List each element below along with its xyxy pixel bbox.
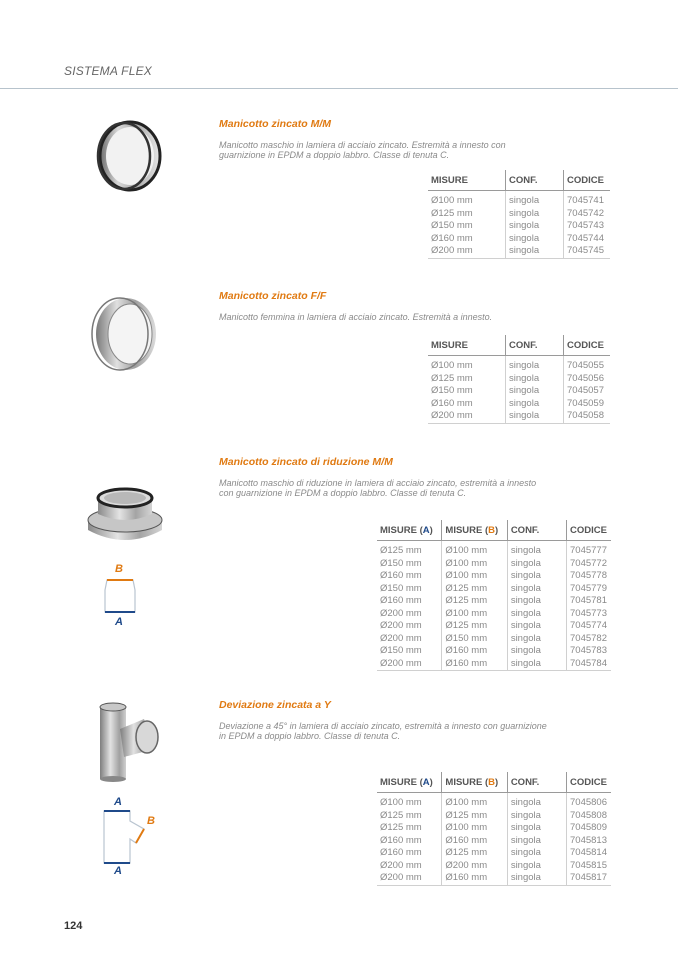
table-cell: 7045814: [567, 847, 611, 860]
table-row: [377, 633, 611, 646]
table-cell: Ø125 mm: [380, 545, 422, 556]
table-cell: 7045741: [564, 191, 611, 208]
col-misure-a: MISURE (A): [377, 520, 442, 541]
table-cell: singola: [506, 220, 564, 233]
table-cell: Ø160 mm: [380, 834, 422, 846]
table-cell: Ø100 mm: [442, 570, 507, 583]
table-cell: 7045059: [564, 398, 611, 411]
table-cell: singola: [507, 633, 566, 646]
table-cell: 7045772: [567, 558, 611, 571]
table-cell: 7045057: [564, 385, 611, 398]
col-conf: CONF.: [506, 335, 564, 356]
table-cell: singola: [507, 847, 566, 860]
table-cell: 7045779: [567, 583, 611, 596]
reducer-image: [84, 484, 166, 550]
table-row: [377, 645, 611, 658]
table-cell: singola: [506, 245, 564, 258]
table-cell: Ø100 mm: [442, 608, 507, 621]
table-row: [428, 233, 610, 246]
coupling-female-image: [88, 294, 160, 374]
table-cell: singola: [507, 620, 566, 633]
table-cell: 7045782: [567, 633, 611, 646]
table-cell: singola: [506, 208, 564, 221]
spec-table: [377, 520, 611, 671]
table-cell: Ø150 mm: [380, 557, 422, 569]
table-cell: Ø200 mm: [377, 658, 442, 671]
table-cell: singola: [506, 398, 564, 411]
table-cell: Ø150 mm: [380, 645, 422, 656]
table-cell: Ø125 mm: [380, 822, 422, 833]
col-misure: MISURE: [428, 335, 506, 356]
table-cell: Ø160 mm: [431, 397, 473, 409]
table-cell: 7045777: [567, 541, 611, 558]
table-cell: singola: [507, 860, 566, 873]
spec-table: [377, 772, 611, 886]
diagram-label-a-top: A: [114, 796, 122, 808]
table-row: [428, 398, 610, 411]
table-cell: Ø100 mm: [442, 558, 507, 571]
table-cell: Ø100 mm: [380, 797, 422, 808]
table-cell: Ø200 mm: [442, 860, 507, 873]
page-number: 124: [64, 920, 83, 932]
table-row: [428, 356, 610, 373]
table-cell: Ø125 mm: [442, 847, 507, 860]
header-divider: [0, 88, 678, 89]
table-cell: Ø160 mm: [380, 595, 422, 606]
table-cell: Ø125 mm: [442, 620, 507, 633]
table-cell: singola: [507, 810, 566, 823]
table-cell: Ø160 mm: [380, 847, 422, 858]
spec-table: [428, 335, 610, 424]
product-title: Manicotto zincato di riduzione M/M: [219, 456, 393, 468]
table-cell: singola: [507, 872, 566, 885]
col-misure-b: MISURE (B): [442, 772, 507, 793]
table-row: [377, 872, 611, 885]
table-cell: 7045744: [564, 233, 611, 246]
table-cell: singola: [507, 608, 566, 621]
table-cell: Ø200 mm: [428, 410, 506, 423]
col-conf: CONF.: [507, 772, 566, 793]
table-cell: 7045055: [564, 356, 611, 373]
table-cell: Ø150 mm: [442, 633, 507, 646]
table-cell: singola: [506, 356, 564, 373]
table-row: [377, 822, 611, 835]
table-cell: 7045809: [567, 822, 611, 835]
table-row: [377, 570, 611, 583]
col-misure-a: MISURE (A): [377, 772, 442, 793]
table-row: [377, 541, 611, 558]
table-cell: Ø125 mm: [442, 810, 507, 823]
table-cell: singola: [507, 595, 566, 608]
table-cell: Ø125 mm: [442, 595, 507, 608]
table-row: [377, 658, 611, 671]
table-row: [428, 191, 610, 208]
table-cell: Ø150 mm: [431, 385, 473, 396]
table-cell: Ø100 mm: [442, 822, 507, 835]
product-description: Manicotto maschio di riduzione in lamiera di acciaio zincato, estremità a innesto con guarnizione in EPDM a doppio labbro. Classe di tenuta C.: [219, 478, 537, 498]
col-codice: CODICE: [567, 772, 611, 793]
table-row: [377, 595, 611, 608]
table-cell: Ø160 mm: [442, 835, 507, 848]
table-cell: 7045781: [567, 595, 611, 608]
table-cell: singola: [506, 233, 564, 246]
table-cell: Ø160 mm: [380, 570, 422, 581]
col-misure: MISURE: [428, 170, 506, 191]
table-cell: Ø100 mm: [431, 360, 473, 371]
table-row: [428, 208, 610, 221]
table-cell: 7045773: [567, 608, 611, 621]
diagram-label-a-bottom: A: [114, 865, 122, 877]
table-cell: 7045056: [564, 373, 611, 386]
table-cell: 7045815: [567, 860, 611, 873]
table-cell: Ø200 mm: [377, 872, 442, 885]
col-conf: CONF.: [507, 520, 566, 541]
table-row: [428, 245, 610, 258]
table-cell: singola: [506, 385, 564, 398]
table-cell: Ø200 mm: [428, 245, 506, 258]
table-cell: singola: [507, 583, 566, 596]
table-row: [377, 620, 611, 633]
table-row: [377, 558, 611, 571]
table-cell: Ø100 mm: [431, 195, 473, 206]
col-codice: CODICE: [564, 335, 611, 356]
table-cell: 7045774: [567, 620, 611, 633]
product-title: Manicotto zincato F/F: [219, 290, 327, 302]
table-cell: singola: [506, 410, 564, 423]
table-cell: singola: [507, 645, 566, 658]
table-row: [377, 835, 611, 848]
table-cell: singola: [507, 822, 566, 835]
table-cell: Ø125 mm: [380, 809, 422, 821]
table-row: [377, 793, 611, 810]
table-cell: Ø200 mm: [380, 859, 422, 871]
coupling-male-image: [92, 118, 164, 194]
product-description: Manicotto maschio in lamiera di acciaio zincato. Estremità a innesto con guarnizione in EPDM a doppio labbro. Classe di tenuta C.: [219, 140, 506, 160]
page-header-title: SISTEMA FLEX: [64, 64, 152, 78]
table-cell: Ø160 mm: [442, 658, 507, 671]
table-row: [377, 847, 611, 860]
diagram-label-b: B: [115, 563, 123, 575]
col-codice: CODICE: [567, 520, 611, 541]
table-row: [428, 410, 610, 423]
table-cell: 7045806: [567, 793, 611, 810]
table-cell: 7045813: [567, 835, 611, 848]
table-cell: Ø150 mm: [431, 220, 473, 231]
table-cell: singola: [506, 191, 564, 208]
table-cell: singola: [507, 793, 566, 810]
table-cell: 7045745: [564, 245, 611, 258]
diagram-label-b: B: [147, 815, 155, 827]
reducer-diagram: [95, 578, 145, 614]
table-cell: Ø200 mm: [380, 632, 422, 644]
table-cell: 7045778: [567, 570, 611, 583]
table-row: [377, 810, 611, 823]
y-branch-diagram: [100, 809, 150, 865]
table-cell: Ø125 mm: [442, 583, 507, 596]
product-description: Deviazione a 45° in lamiera di acciaio zincato, estremità a innesto con guarnizione in EPDM a doppio labbro. Classe di tenuta C.: [219, 721, 547, 741]
table-cell: Ø150 mm: [380, 582, 422, 594]
y-branch-image: [92, 701, 162, 783]
product-title: Manicotto zincato M/M: [219, 118, 331, 130]
table-cell: singola: [507, 835, 566, 848]
table-cell: 7045058: [564, 410, 611, 423]
table-row: [428, 373, 610, 386]
spec-table: [428, 170, 610, 259]
table-cell: singola: [507, 541, 566, 558]
table-row: [377, 860, 611, 873]
table-cell: 7045742: [564, 208, 611, 221]
table-cell: 7045743: [564, 220, 611, 233]
product-description: Manicotto femmina in lamiera di acciaio zincato. Estremità a innesto.: [219, 312, 493, 322]
table-row: [428, 220, 610, 233]
table-cell: Ø125 mm: [431, 207, 473, 219]
table-cell: Ø160 mm: [442, 645, 507, 658]
col-codice: CODICE: [564, 170, 611, 191]
table-cell: Ø200 mm: [380, 620, 422, 631]
table-cell: 7045783: [567, 645, 611, 658]
table-row: [377, 608, 611, 621]
diagram-label-a: A: [115, 616, 123, 628]
col-misure-b: MISURE (B): [442, 520, 507, 541]
table-cell: Ø160 mm: [431, 232, 473, 244]
product-title: Deviazione zincata a Y: [219, 699, 331, 711]
table-cell: Ø160 mm: [442, 872, 507, 885]
table-cell: Ø200 mm: [380, 607, 422, 619]
table-cell: 7045784: [567, 658, 611, 671]
table-cell: 7045808: [567, 810, 611, 823]
table-row: [428, 385, 610, 398]
table-cell: Ø100 mm: [442, 793, 507, 810]
table-cell: singola: [507, 658, 566, 671]
table-cell: singola: [507, 570, 566, 583]
table-cell: singola: [507, 558, 566, 571]
col-conf: CONF.: [506, 170, 564, 191]
table-cell: Ø100 mm: [442, 541, 507, 558]
table-row: [377, 583, 611, 596]
table-cell: singola: [506, 373, 564, 386]
table-cell: Ø125 mm: [431, 372, 473, 384]
table-cell: 7045817: [567, 872, 611, 885]
